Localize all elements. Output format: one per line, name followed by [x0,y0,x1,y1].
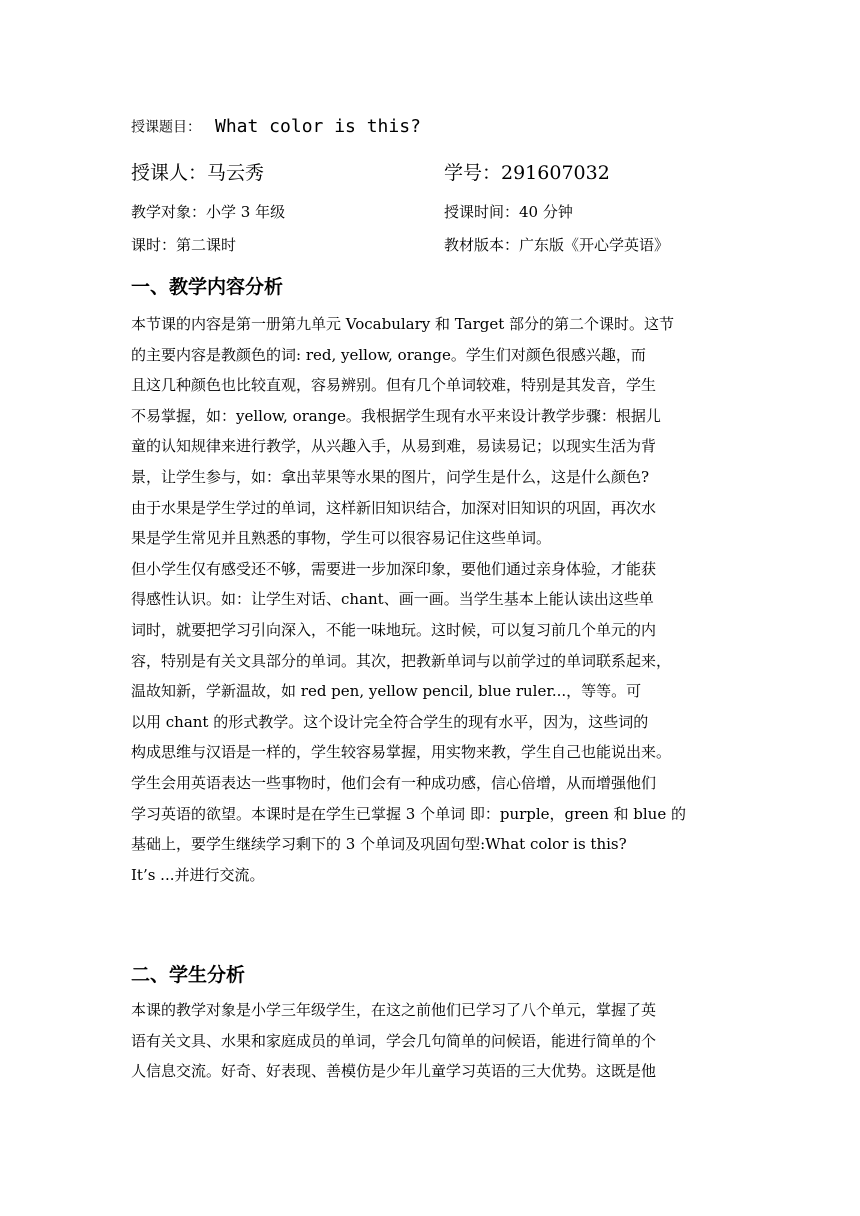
text-line: 基础上，要学生继续学习剩下的 3 个单词及巩固句型:What color is this? [131,835,627,854]
student-id: 学号：291607032 [444,162,610,184]
text-line: 由于水果是学生学过的单词，这样新旧知识结合，加深对旧知识的巩固，再次水 [131,498,657,517]
text-line: 构成思维与汉语是一样的，学生较容易掌握，用实物来教，学生自己也能说出来。 [131,743,672,762]
lesson-period: 课时：第二课时 [131,236,237,254]
text-line: 学生会用英语表达一些事物时，他们会有一种成功感，信心倍增，从而增强他们 [131,773,657,792]
content-analysis-paragraph [131,309,731,890]
text-line: 本节课的内容是第一册第九单元 Vocabulary 和 Target 部分的第二个课时。这节 [131,315,675,333]
student-analysis-paragraph [131,995,731,1087]
lesson-title-label: 授课题目： [131,119,201,136]
text-line: 语有关文具、水果和家庭成员的单词，学会几句简单的问候语，能进行简单的个 [131,1031,657,1050]
text-line: 学习英语的欲望。本课时是在学生已掌握 3 个单词 即：purple，green 和 blue 的 [131,804,686,823]
lesson-title-row [131,116,421,137]
text-line: 童的认知规律来进行教学，从兴趣入手，从易到难，易读易记；以现实生活为背 [131,437,657,456]
text-line: 得感性认识。如：让学生对话、chant、画一画。当学生基本上能认读出这些单 [131,590,654,609]
text-line: 不易掌握，如：yellow, orange。我根据学生现有水平来设计教学步骤：根据儿 [131,406,661,425]
text-line: 但小学生仅有感受还不够，需要进一步加深印象，要他们通过亲身体验，才能获 [131,559,657,578]
section-heading-student-analysis: 二、学生分析 [131,964,246,986]
textbook-edition: 教材版本：广东版《开心学英语》 [444,236,670,254]
text-line: 人信息交流。好奇、好表现、善模仿是少年儿童学习英语的三大优势。这既是他 [131,1062,657,1081]
teaching-audience: 教学对象：小学 3 年级 [131,203,286,221]
section-heading-content-analysis: 一、教学内容分析 [131,276,284,298]
lesson-title: What color is this? [215,116,421,137]
text-line: 且这几种颜色也比较直观，容易辨别。但有几个单词较难，特别是其发音，学生 [131,376,657,395]
text-line: 果是学生常见并且熟悉的事物，学生可以很容易记住这些单词。 [131,529,552,548]
text-line: 容，特别是有关文具部分的单词。其次，把教新单词与以前学过的单词联系起来， [131,651,672,670]
text-line: 景，让学生参与，如：拿出苹果等水果的图片，问学生是什么，这是什么颜色? [131,467,650,486]
text-line: 以用 chant 的形式教学。这个设计完全符合学生的现有水平，因为，这些词的 [131,712,649,731]
text-line: 词时，就要把学习引向深入，不能一味地玩。这时候，可以复习前几个单元的内 [131,620,657,639]
text-line: It’s ...并进行交流。 [131,865,265,884]
teacher-name: 授课人：马云秀 [131,162,265,184]
text-line: 本课的教学对象是小学三年级学生，在这之前他们已学习了八个单元，掌握了英 [131,1001,657,1019]
teaching-duration: 授课时间：40 分钟 [444,203,573,221]
text-line: 温故知新，学新温故，如 red pen, yellow pencil, blue ruler...，等等。可 [131,682,642,701]
text-line: 的主要内容是教颜色的词: red, yellow, orange。学生们对颜色很感兴趣，而 [131,345,646,364]
